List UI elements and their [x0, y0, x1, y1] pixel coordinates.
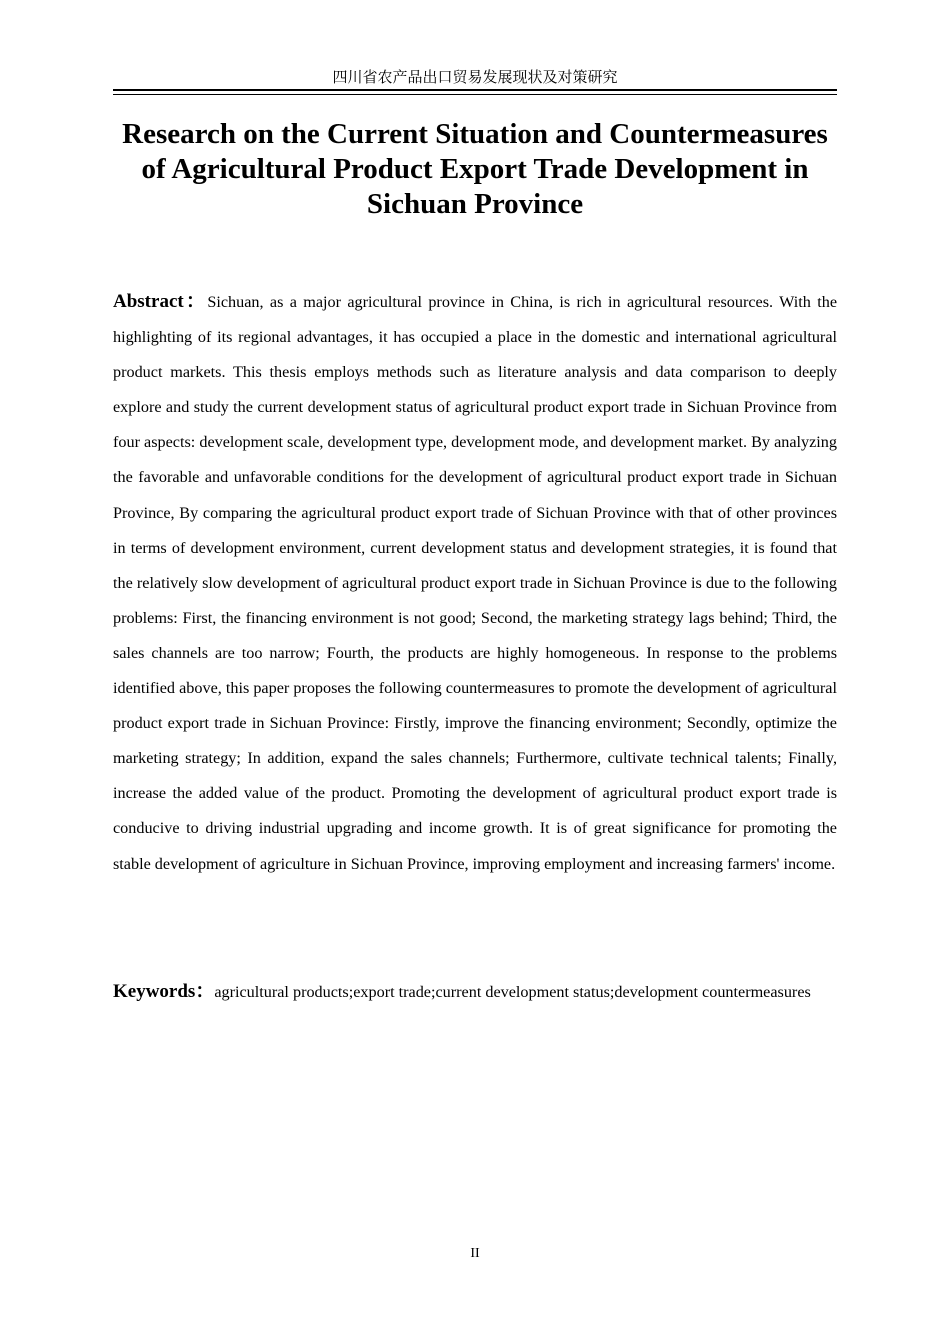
keywords-line — [113, 976, 873, 1008]
header-rule-thick — [113, 89, 837, 91]
paper-title: Research on the Current Situation and Countermeasures of Agricultural Product Export Trade Development in Sichuan Province — [122, 118, 828, 220]
page-number: II — [470, 1246, 480, 1261]
header-rule-thin — [113, 94, 837, 95]
abstract-label: Abstract： — [113, 291, 208, 312]
keywords-label: Keywords： — [113, 981, 215, 1002]
abstract-paragraph — [113, 284, 837, 882]
running-header: 四川省农产品出口贸易发展现状及对策研究 — [332, 68, 618, 86]
keywords-text: agricultural products;export trade;current development status;development countermeasures — [214, 983, 811, 1001]
abstract-text: Sichuan, as a major agricultural province in China, is rich in agricultural resources. With the highlighting of its regional advantages, it has occupied a place in the domestic and international agricultural product markets. This thesis employs methods such as literature analysis and data comparison to deeply explore and study the current development status of agricultural product export trade in Sichuan Province from four aspects: development scale, development type, development mode, and development market. By analyzing the favorable and unfavorable conditions for the development of agricultural product export trade in Sichuan Province, By comparing the agricultural product export trade of Sichuan Province with that of other provinces in terms of development environment, current development status and development strategies, it is found that the relatively slow development of agricultural product export trade in Sichuan Province is due to the following problems: First, the financing environment is not good; Second, the marketing strategy lags behind; Third, the sales channels are too narrow; Fourth, the products are highly homogeneous. In response to the problems identified above, this paper proposes the following countermeasures to promote the development of agricultural product export trade in Sichuan Province: Firstly, improve the financing environment; Secondly, optimize the marketing strategy; In addition, expand the sales channels; Furthermore, cultivate technical talents; Finally, increase the added value of the product. Promoting the development of agricultural product export trade is conducive to driving industrial upgrading and income growth. It is of great significance for promoting the stable development of agriculture in Sichuan Province, improving employment and increasing farmers' income. — [113, 293, 838, 873]
